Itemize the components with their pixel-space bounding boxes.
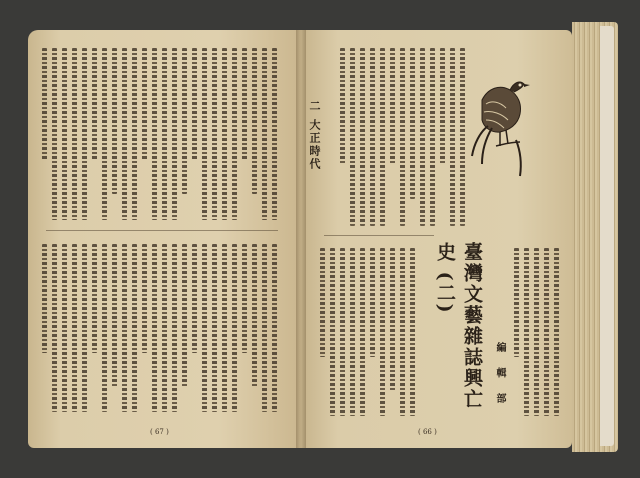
text-column	[52, 244, 57, 412]
text-column	[42, 48, 47, 160]
text-column	[152, 244, 157, 412]
text-column	[252, 48, 257, 194]
right-body-text-upper	[340, 48, 466, 226]
text-column	[534, 248, 539, 416]
text-column	[162, 244, 167, 412]
text-column	[142, 48, 147, 160]
text-column	[92, 48, 97, 160]
text-column	[450, 48, 455, 226]
text-column	[182, 48, 187, 194]
section-heading: 二 大正時代	[308, 100, 321, 171]
left-page-rule	[46, 230, 278, 231]
text-column	[400, 48, 405, 226]
text-column	[202, 48, 207, 220]
text-column	[262, 48, 267, 220]
page-edge-tab	[600, 26, 614, 446]
text-column	[192, 48, 197, 160]
text-column	[232, 48, 237, 220]
left-body-text-upper	[42, 48, 282, 220]
text-column	[242, 48, 247, 160]
text-column	[222, 48, 227, 220]
text-column	[62, 244, 67, 412]
text-column	[410, 248, 415, 416]
book-gutter	[296, 30, 306, 448]
text-column	[102, 48, 107, 220]
left-page-number: ( 67 )	[150, 428, 169, 436]
text-column	[350, 248, 355, 416]
text-column	[380, 48, 385, 226]
text-column	[52, 48, 57, 220]
article-author: 編 輯 部	[494, 342, 505, 409]
text-column	[82, 244, 87, 412]
text-column	[330, 248, 335, 416]
text-column	[350, 48, 355, 226]
text-column	[554, 248, 559, 416]
text-column	[370, 48, 375, 226]
text-column	[72, 48, 77, 220]
text-column	[320, 248, 325, 357]
text-column	[340, 248, 345, 416]
text-column	[152, 48, 157, 220]
text-column	[544, 248, 549, 416]
text-column	[222, 244, 227, 412]
text-column	[420, 48, 425, 226]
text-column	[162, 48, 167, 220]
text-column	[400, 248, 405, 416]
text-column	[514, 248, 519, 357]
text-column	[360, 248, 365, 416]
text-column	[252, 244, 257, 387]
text-column	[262, 244, 267, 412]
text-column	[142, 244, 147, 353]
text-column	[42, 244, 47, 353]
right-page-rule	[324, 235, 434, 236]
text-column	[82, 48, 87, 220]
text-column	[132, 244, 137, 412]
right-body-text-lower	[320, 248, 424, 416]
left-page	[28, 30, 300, 448]
text-column	[242, 244, 247, 353]
text-column	[410, 48, 415, 199]
text-column	[370, 248, 375, 357]
text-column	[202, 244, 207, 412]
text-column	[192, 244, 197, 353]
text-column	[390, 248, 395, 391]
text-column	[102, 244, 107, 412]
text-column	[460, 48, 465, 226]
right-page	[300, 30, 572, 448]
pheasant-illustration	[470, 70, 540, 180]
text-column	[360, 48, 365, 226]
text-column	[72, 244, 77, 412]
text-column	[132, 48, 137, 220]
text-column	[272, 48, 277, 220]
text-column	[272, 244, 277, 412]
right-page-number: ( 66 )	[418, 428, 437, 436]
right-body-text-right	[514, 248, 562, 416]
text-column	[112, 48, 117, 194]
text-column	[340, 48, 345, 164]
text-column	[212, 244, 217, 412]
text-column	[92, 244, 97, 353]
text-column	[182, 244, 187, 387]
text-column	[62, 48, 67, 220]
text-column	[390, 48, 395, 164]
text-column	[440, 48, 445, 164]
text-column	[380, 248, 385, 416]
text-column	[172, 244, 177, 412]
text-column	[430, 48, 435, 226]
left-body-text-lower	[42, 244, 282, 412]
text-column	[232, 244, 237, 412]
text-column	[212, 48, 217, 220]
article-title: 臺灣文藝雜誌興亡史 (二)	[434, 242, 483, 410]
text-column	[524, 248, 529, 416]
text-column	[112, 244, 117, 387]
text-column	[122, 244, 127, 412]
text-column	[172, 48, 177, 220]
text-column	[122, 48, 127, 220]
